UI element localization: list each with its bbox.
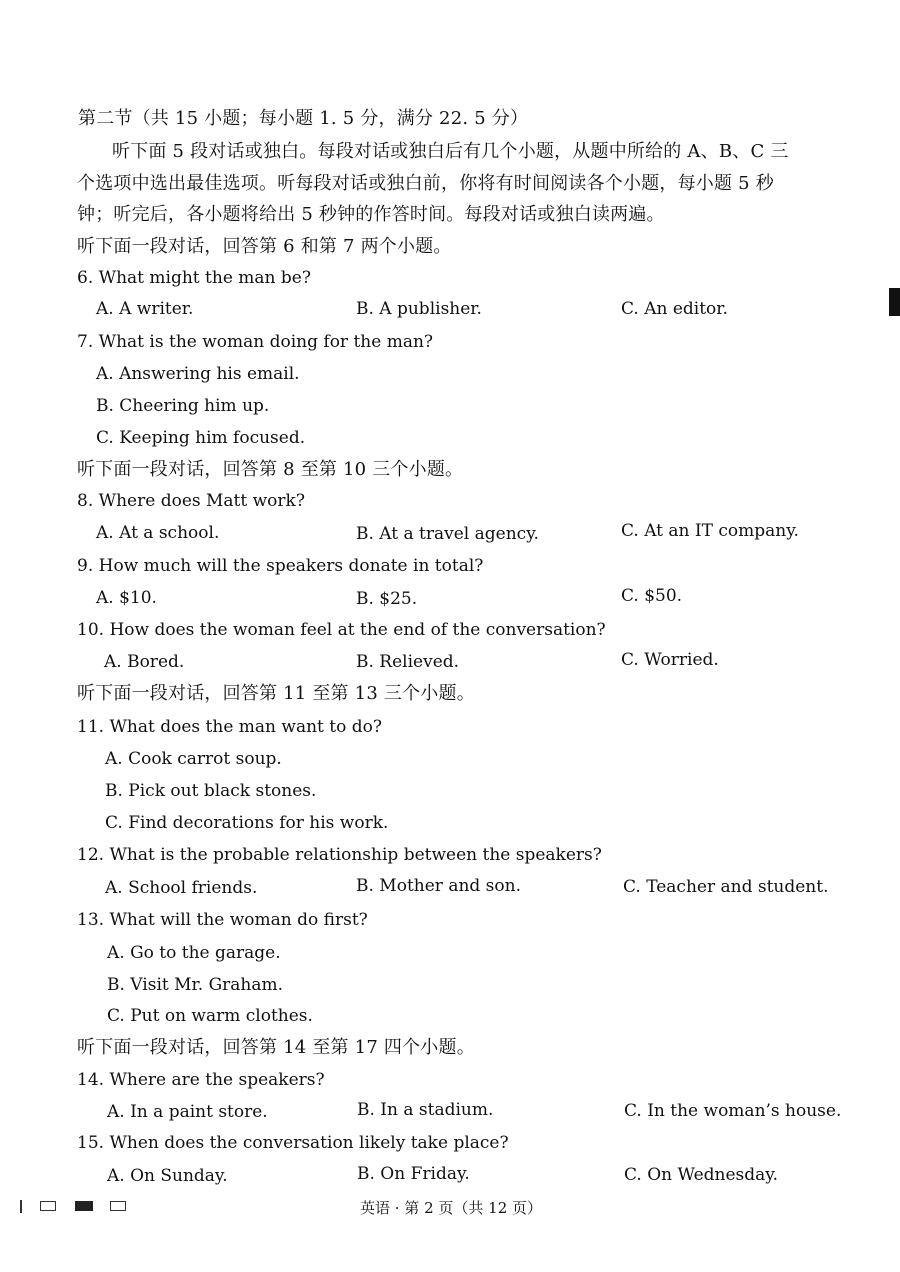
question-14-stem: 14. Where are the speakers? [77, 1070, 325, 1090]
question-9-stem: 9. How much will the speakers donate in total? [77, 556, 484, 576]
question-12-option-c: C. Teacher and student. [623, 877, 829, 897]
question-6-option-a: A. A writer. [96, 299, 194, 319]
question-13-option-a: A. Go to the garage. [107, 943, 281, 963]
question-10-option-b: B. Relieved. [356, 652, 460, 672]
question-6-option-b: B. A publisher. [356, 299, 482, 319]
question-13-option-b: B. Visit Mr. Graham. [107, 975, 284, 995]
question-11-option-a: A. Cook carrot soup. [105, 749, 282, 769]
question-10-option-c: C. Worried. [621, 650, 719, 670]
page-footer [0, 1196, 900, 1220]
group-intro-4: 听下面一段对话，回答第 14 至第 17 四个小题。 [77, 1037, 475, 1058]
page-number-label: 英语 · 第 2 页（共 12 页） [360, 1199, 543, 1217]
question-15-option-b: B. On Friday. [357, 1164, 470, 1184]
section-header: 第二节（共 15 小题；每小题 1. 5 分，满分 22. 5 分） [78, 108, 529, 129]
question-14-option-c: C. In the woman’s house. [624, 1101, 842, 1121]
question-10-option-a: A. Bored. [104, 652, 185, 672]
question-15-option-c: C. On Wednesday. [624, 1165, 779, 1185]
question-8-option-a: A. At a school. [96, 523, 220, 543]
question-8-option-c: C. At an IT company. [621, 521, 799, 541]
question-13-option-c: C. Put on warm clothes. [107, 1006, 313, 1026]
question-8-stem: 8. Where does Matt work? [77, 491, 305, 511]
question-10-stem: 10. How does the woman feel at the end of the conversation? [77, 620, 606, 640]
question-11-stem: 11. What does the man want to do? [77, 717, 382, 737]
question-14-option-a: A. In a paint store. [107, 1102, 268, 1122]
footer-hollow-box-mark-2 [110, 1201, 126, 1211]
footer-tick-mark [20, 1200, 22, 1213]
question-15-stem: 15. When does the conversation likely take place? [77, 1133, 509, 1153]
footer-filled-box-mark [75, 1201, 93, 1211]
question-13-stem: 13. What will the woman do first? [77, 910, 368, 930]
question-12-stem: 12. What is the probable relationship between the speakers? [77, 845, 602, 865]
question-11-option-b: B. Pick out black stones. [105, 781, 317, 801]
question-6-option-c: C. An editor. [621, 299, 728, 319]
question-7-option-c: C. Keeping him focused. [96, 428, 306, 448]
question-7-stem: 7. What is the woman doing for the man? [77, 332, 434, 352]
question-6-stem: 6. What might the man be? [77, 268, 311, 288]
group-intro-1: 听下面一段对话，回答第 6 和第 7 两个小题。 [77, 236, 452, 257]
edge-registration-mark [889, 288, 900, 316]
instructions-line-1: 听下面 5 段对话或独白。每段对话或独白后有几个小题，从题中所给的 A、B、C 三 [112, 141, 789, 162]
question-12-option-b: B. Mother and son. [356, 876, 521, 896]
question-14-option-b: B. In a stadium. [357, 1100, 494, 1120]
question-9-option-b: B. $25. [356, 589, 418, 609]
question-7-option-a: A. Answering his email. [96, 364, 300, 384]
question-9-option-c: C. $50. [621, 586, 683, 606]
instructions-line-3: 钟；听完后，各小题将给出 5 秒钟的作答时间。每段对话或独白读两遍。 [77, 204, 665, 225]
group-intro-2: 听下面一段对话，回答第 8 至第 10 三个小题。 [77, 459, 464, 480]
question-8-option-b: B. At a travel agency. [356, 524, 539, 544]
instructions-line-2: 个选项中选出最佳选项。听每段对话或独白前，你将有时间阅读各个小题，每小题 5 秒 [77, 173, 774, 194]
group-intro-3: 听下面一段对话，回答第 11 至第 13 三个小题。 [77, 683, 475, 704]
question-15-option-a: A. On Sunday. [107, 1166, 228, 1186]
footer-hollow-box-mark [40, 1201, 56, 1211]
question-11-option-c: C. Find decorations for his work. [105, 813, 389, 833]
question-12-option-a: A. School friends. [105, 878, 258, 898]
question-9-option-a: A. $10. [96, 588, 157, 608]
question-7-option-b: B. Cheering him up. [96, 396, 270, 416]
